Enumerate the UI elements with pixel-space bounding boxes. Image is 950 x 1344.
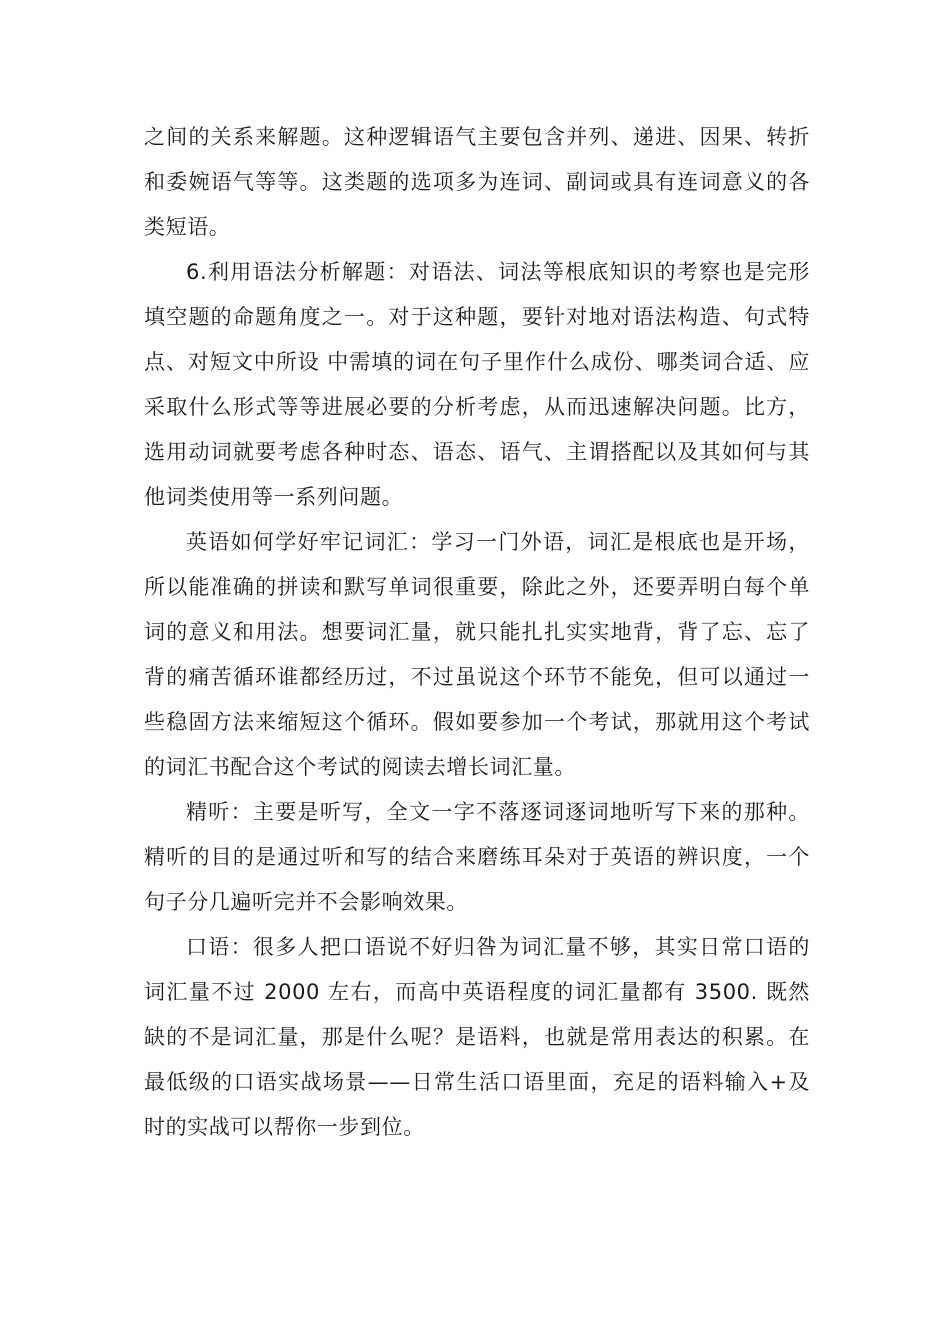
paragraph-speaking: 口语：很多人把口语说不好归咎为词汇量不够，其实日常口语的词汇量不过 2000 左右，而高中英语程度的词汇量都有 3500. 既然缺的不是词汇量，那是什么呢？是语料，也就是常用表达的积累。在最低级的口语实战场景——日常生活口语里面，充足的语料输入+及时的实战可以帮你一步到位。 xyxy=(144,935,810,1139)
document-body xyxy=(144,115,810,1150)
paragraph-grammar-analysis: 6.利用语法分析解题：对语法、词法等根底知识的考察也是完形填空题的命题角度之一。对于这种题，要针对地对语法构造、句式特点、对短文中所设 中需填的词在句子里作什么成份、哪类词合适、应采取什么形式等等进展必要的分析考虑，从而迅速解决问题。比方，选用动词就要考虑各种时态、语态、语气、主谓搭配以及其如何与其他词类使用等一系列问题。 xyxy=(144,260,810,509)
paragraph-intensive-listening: 精听：主要是听写，全文一字不落逐词逐词地听写下来的那种。精听的目的是通过听和写的结合来磨练耳朵对于英语的辨识度，一个句子分几遍听完并不会影响效果。 xyxy=(144,800,810,914)
paragraph-vocabulary: 英语如何学好牢记词汇：学习一门外语，词汇是根底也是开场，所以能准确的拼读和默写单词很重要，除此之外，还要弄明白每个单词的意义和用法。想要词汇量，就只能扎扎实实地背，背了忘、忘了背的痛苦循环谁都经历过，不过虽说这个环节不能免，但可以通过一些稳固方法来缩短这个循环。假如要参加一个考试，那就用这个考试的词汇书配合这个考试的阅读去增长词汇量。 xyxy=(144,530,810,779)
paragraph-continuation: 之间的关系来解题。这种逻辑语气主要包含并列、递进、因果、转折和委婉语气等等。这类题的选项多为连词、副词或具有连词意义的各类短语。 xyxy=(144,125,810,239)
